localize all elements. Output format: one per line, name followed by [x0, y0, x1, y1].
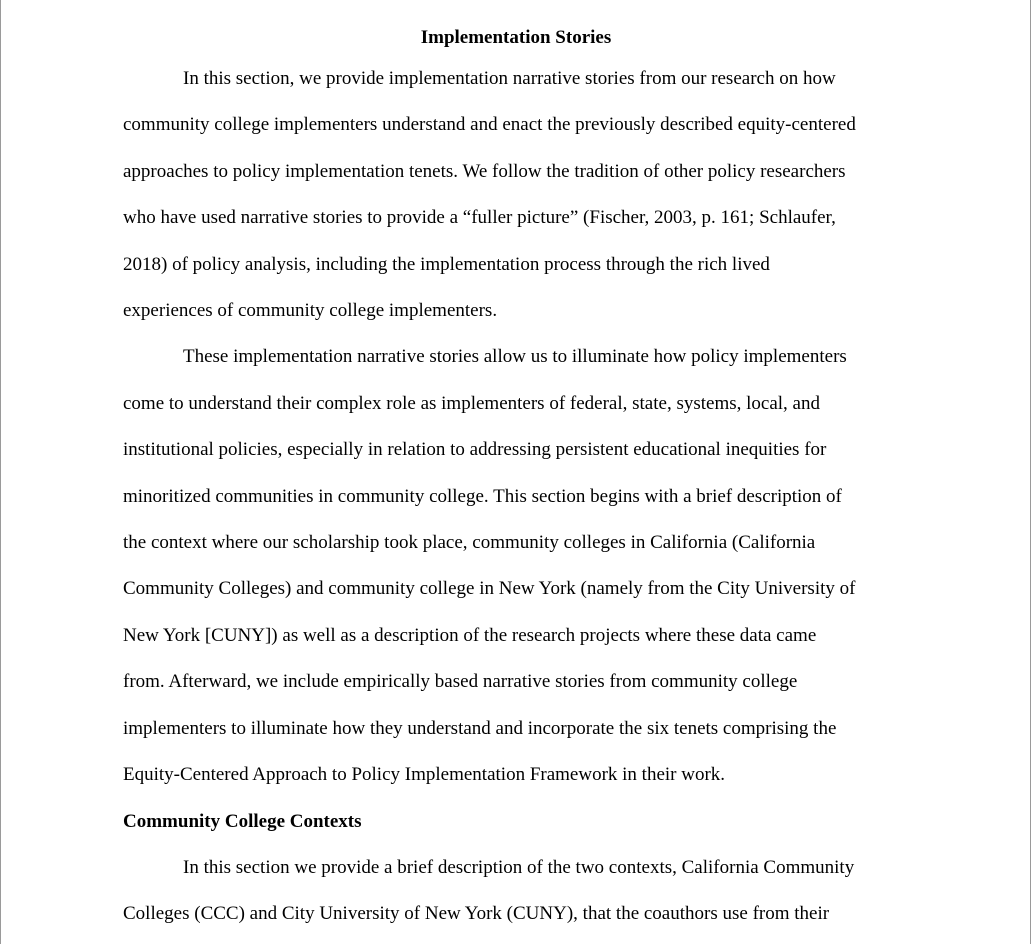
paragraph-line: Community Colleges) and community college in New York (namely from the City University of	[123, 578, 856, 600]
paragraph-line: from. Afterward, we include empirically based narrative stories from community college	[123, 671, 798, 693]
paragraph-line: experiences of community college implementers.	[123, 300, 498, 322]
paragraph-line: Equity-Centered Approach to Policy Implementation Framework in their work.	[123, 764, 726, 786]
paragraph-line: implementers to illuminate how they understand and incorporate the six tenets comprising the	[123, 717, 837, 739]
paragraph-line: Colleges (CCC) and City University of New York (CUNY), that the coauthors use from their	[123, 903, 830, 925]
paragraph-line: These implementation narrative stories allow us to illuminate how policy implementers	[183, 346, 847, 368]
paragraph-line: institutional policies, especially in relation to addressing persistent educational inequities for	[123, 439, 827, 461]
paragraph-line: the context where our scholarship took place, community colleges in California (California	[123, 532, 816, 554]
paragraph-line: approaches to policy implementation tenets. We follow the tradition of other policy researchers	[123, 160, 846, 182]
paragraph-line: come to understand their complex role as implementers of federal, state, systems, local, and	[123, 392, 820, 414]
paragraph-1	[123, 56, 923, 334]
paragraph-line: In this section, we provide implementation narrative stories from our research on how	[183, 68, 836, 89]
section-heading: Implementation Stories	[420, 27, 612, 48]
paragraph-line: minoritized communities in community college. This section begins with a brief description of	[123, 485, 842, 507]
paragraph-3	[123, 845, 923, 938]
paragraph-2	[123, 334, 923, 798]
document-body	[123, 20, 923, 938]
paragraph-line: who have used narrative stories to provide a “fuller picture” (Fischer, 2003, p. 161; Schlaufer,	[123, 207, 836, 229]
paragraph-line: community college implementers understand and enact the previously described equity-centered	[123, 114, 856, 136]
paragraph-line: 2018) of policy analysis, including the implementation process through the rich lived	[123, 253, 770, 275]
paragraph-line: New York [CUNY]) as well as a description of the research projects where these data came	[123, 624, 817, 646]
paragraph-line: In this section we provide a brief description of the two contexts, California Community	[183, 856, 855, 878]
subsection-heading: Community College Contexts	[123, 810, 362, 832]
